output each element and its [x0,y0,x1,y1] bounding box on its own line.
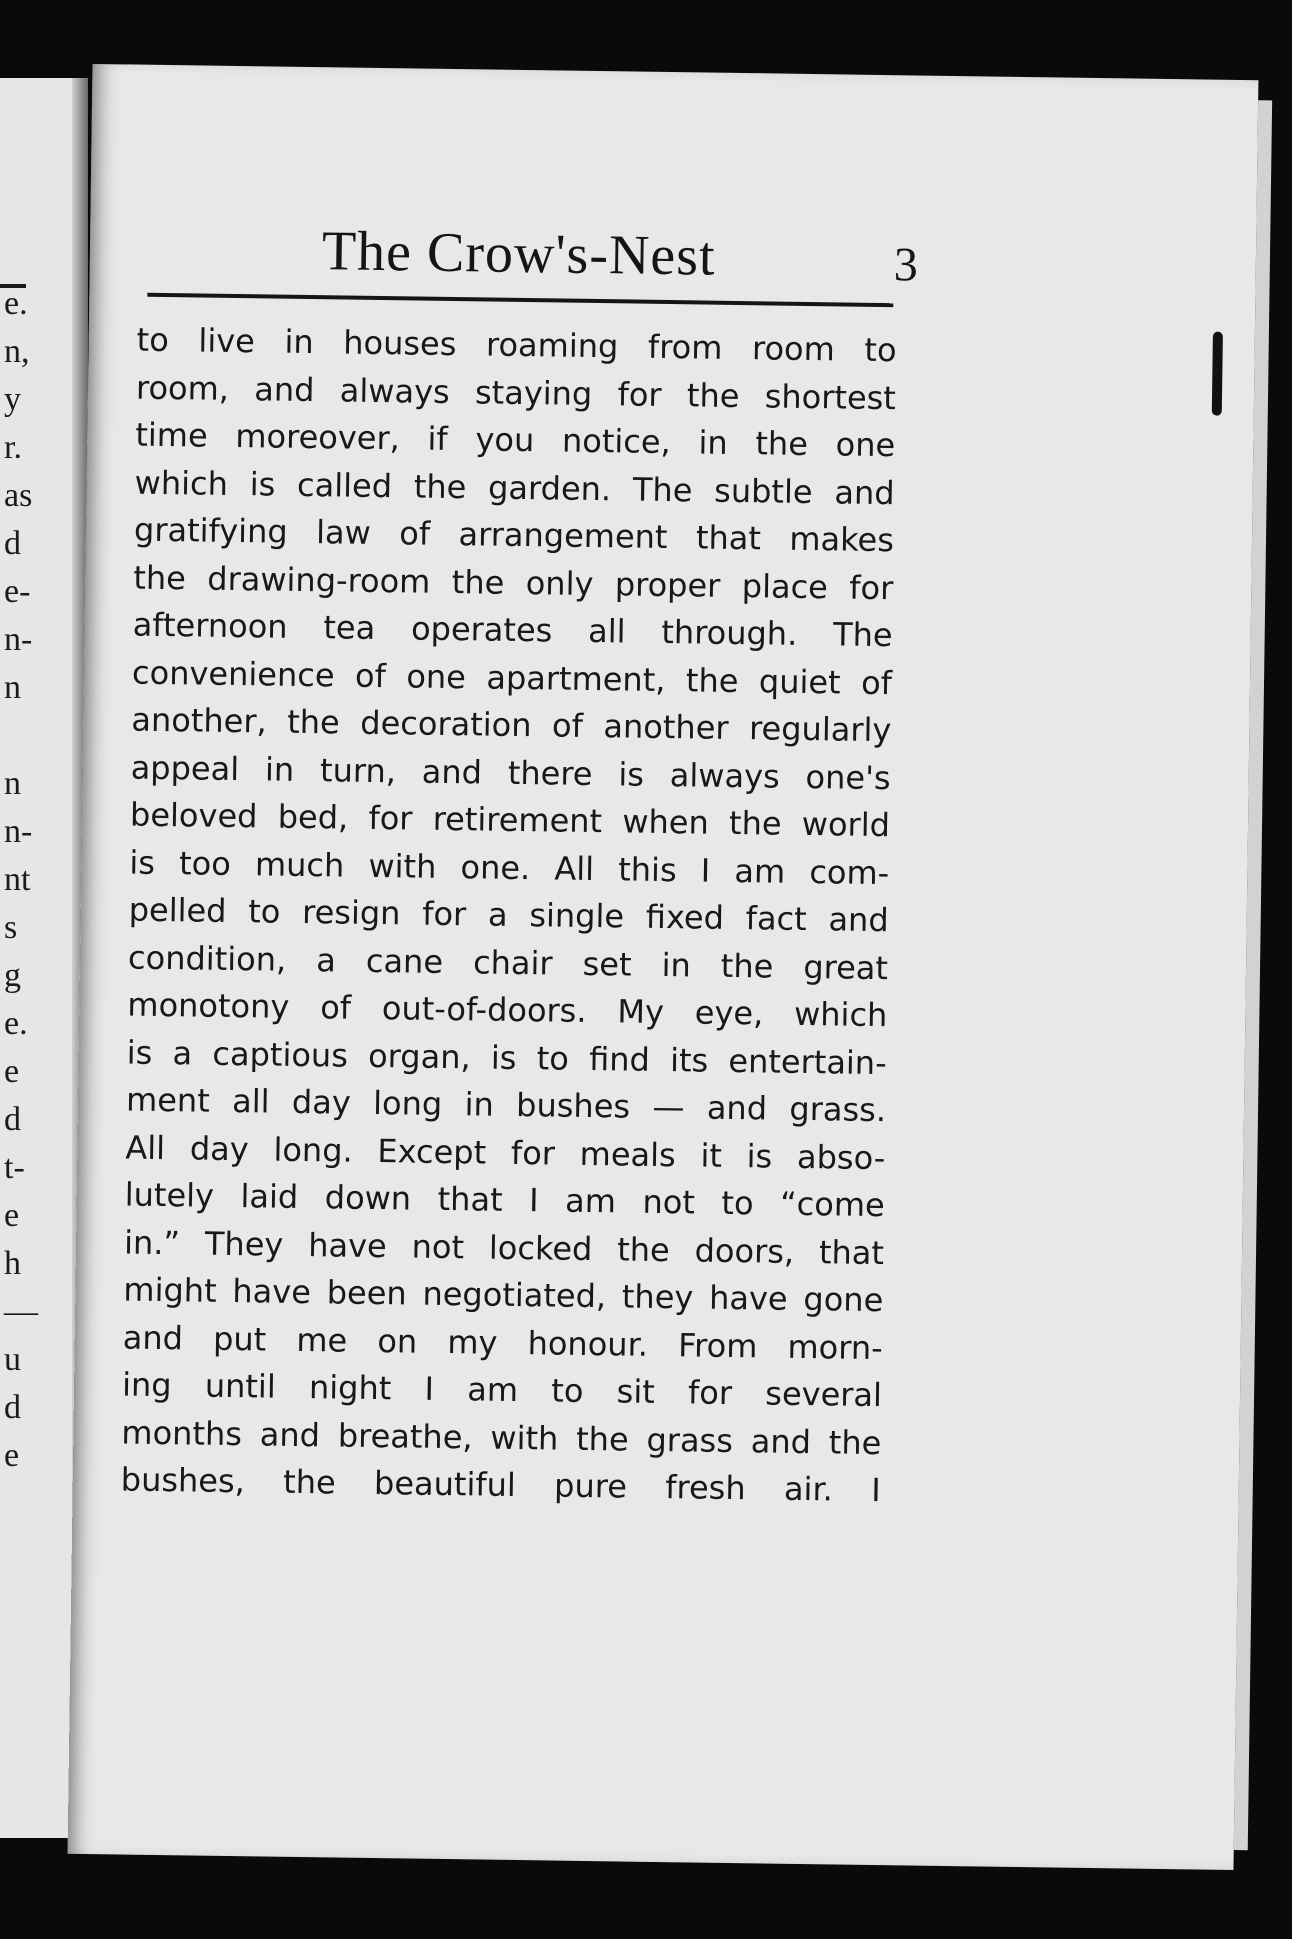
word: cane [365,941,444,981]
word: that [437,1179,503,1219]
word: of [319,988,352,1027]
word: I [528,1181,539,1220]
word: single [529,896,625,936]
page-number: 3 [893,238,919,292]
word: quiet [758,661,841,701]
word: there [507,753,593,793]
word: and [706,1088,768,1128]
word: not [411,1227,465,1266]
word: that [695,518,762,558]
word: chair [472,942,553,982]
word: in [661,945,692,984]
word: a [315,940,337,979]
word: is [129,843,156,882]
word: the [728,803,782,843]
word: of [551,706,584,745]
word: one's [805,757,891,797]
word: you [475,420,535,460]
word: roaming [485,325,619,366]
left-page-fragment: e [4,1197,20,1234]
word: drawing-room [207,559,431,601]
word: proper [614,564,721,605]
word: is [618,754,645,794]
word: and [834,472,895,512]
word: to [536,1038,570,1078]
word: is [249,464,276,504]
word: not [642,1182,696,1222]
word: place [741,566,829,606]
word: bushes, [120,1460,246,1501]
word: long [372,1083,443,1123]
margin-mark [1212,332,1223,416]
word: great [803,947,889,987]
word: might [123,1270,217,1310]
word: garden. [487,468,612,508]
word: for [617,374,662,414]
word: all [231,1081,270,1121]
word: the [685,660,739,700]
word: set [582,944,632,984]
word: I [870,1470,881,1510]
left-page-fragment: d [4,525,21,562]
word: the [828,1422,882,1462]
word: months [121,1412,243,1453]
word: The [632,470,693,509]
word: am [467,1370,519,1410]
word: My [617,992,665,1032]
word: bed, [277,797,349,837]
book-page [68,64,1259,1870]
word: to [721,1183,754,1223]
word: they [621,1277,694,1317]
left-page-fragment: n [4,765,21,802]
word: with [368,846,437,886]
word: the [755,424,809,463]
word: of [399,514,431,553]
word: grass [646,1420,734,1460]
word: and [254,369,315,409]
word: several [765,1374,883,1415]
word: always [339,370,450,411]
word: is [746,1136,773,1176]
word: have [232,1272,312,1312]
word: long. [273,1130,353,1170]
word: the [686,375,740,415]
word: have [708,1278,788,1318]
word: the [133,558,187,597]
word: They [204,1224,284,1264]
word: and [828,900,889,940]
word: a [172,1033,193,1072]
word: tea [323,608,376,647]
word: condition, [127,938,287,979]
word: laid [240,1177,299,1216]
word: for [849,568,894,607]
word: in [264,749,295,789]
word: grass. [789,1089,887,1130]
word: monotony [127,985,290,1026]
word: ing [121,1365,172,1405]
left-page-fragment: y [4,381,21,418]
word: houses [343,323,457,364]
word: beloved [129,795,258,836]
word: one [406,656,467,696]
word: a [487,895,508,934]
word: shortest [764,376,897,417]
word: locked [488,1228,593,1268]
word: live [198,321,256,361]
word: is [126,1033,153,1072]
running-head-title: The Crow's-Nest [321,220,717,288]
word: meals [579,1134,677,1174]
word: for [687,1373,733,1413]
word: find [588,1039,651,1079]
word: turn, [319,750,397,790]
word: sit [616,1372,656,1411]
word: time [135,415,208,455]
left-page-fragment: n- [4,621,33,658]
word: one [835,425,896,465]
word: pure [553,1466,628,1506]
word: fixed [645,897,725,937]
word: fresh [665,1468,746,1508]
word: which [134,463,229,503]
word: “come [779,1184,885,1225]
word: breathe, [337,1416,473,1456]
left-page-fragment: t- [4,1149,25,1186]
word: — [652,1087,685,1127]
left-page-fragment: n [4,669,21,706]
left-page-fragment: nt [4,861,31,898]
word: regularly [748,709,892,750]
word: in.” [123,1223,181,1262]
left-page-fragment: h [4,1245,21,1282]
word: the [616,1229,671,1269]
left-page-fragment: d [4,1101,21,1138]
left-page-fragment: e. [4,285,28,322]
word: All [554,848,595,888]
left-page-fragment: u [4,1341,21,1378]
word: honour. [527,1323,649,1364]
word: down [324,1178,412,1218]
word: another [603,707,729,747]
left-page-fragment: as [4,477,33,514]
word: lutely [124,1175,215,1215]
word: from [647,327,723,367]
word: its [669,1040,709,1080]
word: and [122,1317,184,1357]
left-page-fragment: e [4,1437,20,1474]
word: day [189,1128,249,1168]
word: room, [135,368,230,408]
word: beautiful [373,1464,517,1504]
left-page-fragment: g [4,957,21,994]
word: afternoon [132,605,288,646]
word: the [282,1462,336,1502]
word: staying [474,372,593,413]
word: my [447,1322,498,1362]
word: I [700,851,711,890]
word: am [564,1181,617,1221]
word: put [212,1319,267,1358]
word: in [698,423,728,462]
word: gone [803,1279,884,1320]
left-page-fragment: n- [4,813,33,850]
word: it [700,1136,723,1175]
word: I [424,1369,435,1408]
word: arrangement [458,515,668,557]
word: organ, [367,1036,471,1076]
left-page-fragment: d [4,1389,21,1426]
word: doors, [694,1230,795,1271]
word: retirement [432,799,603,841]
word: out-of-doors. [381,989,587,1030]
word: for [421,894,467,934]
word: on [377,1321,418,1361]
word: have [307,1225,388,1265]
word: decoration [360,703,532,745]
word: been [326,1273,407,1313]
word: which [793,994,888,1035]
word: only [525,563,594,603]
word: all [587,611,626,651]
word: the [286,702,341,742]
word: bushes [515,1085,631,1126]
word: notice, [561,421,672,462]
left-page-fragment: s [4,909,18,946]
word: abso- [796,1137,886,1177]
word: to [136,320,170,360]
word: until [204,1366,277,1406]
word: All [125,1128,166,1167]
word: for [510,1133,556,1173]
word: night [308,1368,392,1408]
word: resign [301,892,401,933]
word: From [677,1325,758,1365]
word: law [315,513,372,552]
word: of [354,656,387,695]
word: too [178,843,232,883]
word: and [259,1414,321,1454]
left-page-fragment: e [4,1053,20,1090]
word: if [427,419,448,458]
word: to [864,330,897,370]
word: moreover, [235,416,401,458]
left-page-fragment: r. [4,429,22,466]
word: through. [661,612,798,653]
word: operates [410,609,553,650]
word: in [464,1085,495,1124]
word: the [451,562,505,602]
word: makes [789,519,895,560]
word: world [801,804,891,845]
word: the [575,1419,629,1459]
word: appeal [130,748,240,788]
word: the [413,466,467,506]
word: ment [125,1080,211,1120]
word: am [734,851,786,891]
word: subtle [713,471,813,511]
word: the [720,946,774,986]
word: always [669,755,780,796]
word: Except [377,1131,487,1172]
left-page-fragment: e- [4,573,31,610]
word: is [490,1038,517,1077]
left-page-fragment: — [4,1293,38,1330]
word: with [490,1418,559,1458]
word: gratifying [133,510,288,551]
body-text [120,317,897,1515]
word: convenience [131,653,335,694]
word: apartment, [486,658,666,699]
word: of [860,663,893,702]
word: entertain- [728,1041,887,1082]
word: eye, [694,993,764,1033]
word: com- [809,852,890,892]
word: much [254,844,345,885]
word: air. [783,1469,834,1509]
left-page-fragment: e. [4,1005,28,1042]
word: one. [460,847,531,887]
running-head [89,216,1256,302]
word: and [421,752,483,791]
word: fact [745,899,807,939]
word: negotiated, [422,1274,607,1316]
word: this [618,849,677,889]
page-edge [1234,100,1272,1850]
word: The [832,615,893,655]
word: to [248,892,281,931]
word: to [551,1371,584,1410]
word: day [291,1082,352,1122]
word: and [750,1421,812,1461]
word: pelled [128,890,227,930]
word: that [818,1232,885,1272]
word: for [368,798,413,838]
word: me [296,1320,348,1360]
word: called [296,465,393,505]
word: when [622,802,710,842]
word: room [751,329,836,369]
left-page-fragment: n, [4,333,30,370]
word: captious [212,1034,349,1075]
word: morn- [787,1327,883,1367]
word: another, [131,700,267,741]
word: in [284,322,314,362]
